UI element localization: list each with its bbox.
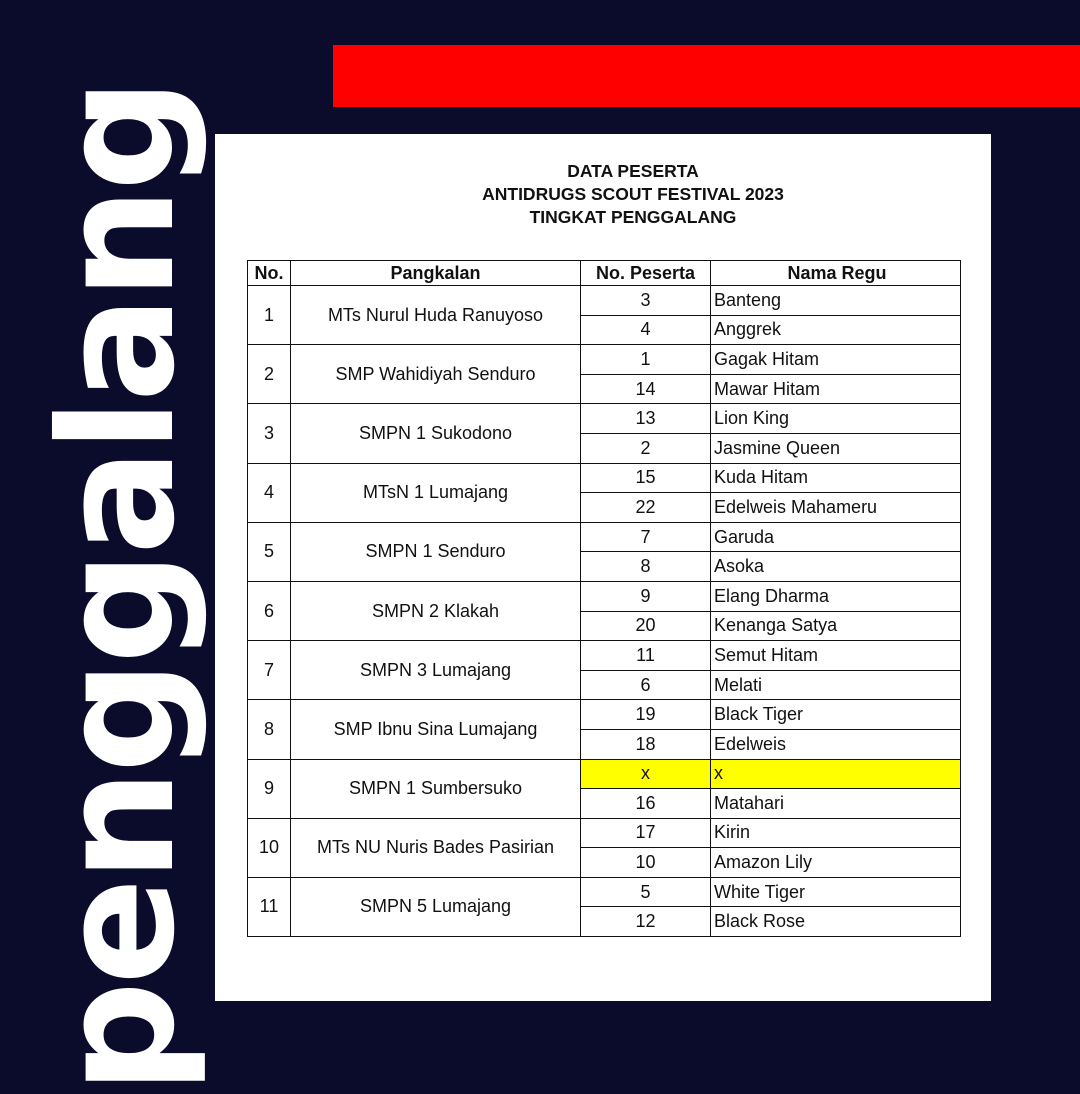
- participant-table: [247, 260, 961, 937]
- cell-no-peserta: 5: [581, 877, 711, 907]
- cell-no-peserta: x: [581, 759, 711, 789]
- side-category-label: penggalang: [26, 82, 210, 1094]
- cell-no: 10: [248, 818, 291, 877]
- cell-pangkalan: SMPN 5 Lumajang: [291, 877, 581, 936]
- cell-no: 9: [248, 759, 291, 818]
- cell-no: 1: [248, 286, 291, 345]
- cell-nama-regu: Kirin: [711, 818, 961, 848]
- cell-no-peserta: 16: [581, 789, 711, 819]
- cell-no-peserta: 22: [581, 493, 711, 523]
- cell-nama-regu: Kuda Hitam: [711, 463, 961, 493]
- cell-pangkalan: SMPN 1 Senduro: [291, 522, 581, 581]
- table-body: [248, 286, 961, 937]
- cell-nama-regu: Black Rose: [711, 907, 961, 937]
- table-row: [248, 759, 961, 789]
- cell-nama-regu: Garuda: [711, 522, 961, 552]
- cell-no: 8: [248, 700, 291, 759]
- table-header-row: [248, 261, 961, 286]
- cell-nama-regu: Matahari: [711, 789, 961, 819]
- cell-no-peserta: 13: [581, 404, 711, 434]
- cell-no-peserta: 7: [581, 522, 711, 552]
- cell-no-peserta: 1: [581, 345, 711, 375]
- cell-no-peserta: 6: [581, 670, 711, 700]
- table-row: [248, 404, 961, 434]
- cell-nama-regu: Amazon Lily: [711, 848, 961, 878]
- cell-nama-regu: Melati: [711, 670, 961, 700]
- cell-no-peserta: 4: [581, 315, 711, 345]
- cell-no: 2: [248, 345, 291, 404]
- header-no-peserta: No. Peserta: [581, 261, 711, 286]
- table-row: [248, 522, 961, 552]
- cell-nama-regu: Jasmine Queen: [711, 433, 961, 463]
- table-row: [248, 700, 961, 730]
- cell-no: 5: [248, 522, 291, 581]
- cell-nama-regu: Lion King: [711, 404, 961, 434]
- header-pangkalan: Pangkalan: [291, 261, 581, 286]
- cell-no: 11: [248, 877, 291, 936]
- cell-nama-regu: Black Tiger: [711, 700, 961, 730]
- table-row: [248, 877, 961, 907]
- title-line-3: TINGKAT PENGGALANG: [529, 207, 737, 227]
- cell-nama-regu: Anggrek: [711, 315, 961, 345]
- table-row: [248, 581, 961, 611]
- table-row: [248, 345, 961, 375]
- title-line-1: DATA PESERTA: [567, 161, 699, 181]
- cell-no-peserta: 15: [581, 463, 711, 493]
- cell-no-peserta: 10: [581, 848, 711, 878]
- accent-red-bar: [333, 45, 1080, 107]
- cell-nama-regu: Edelweis Mahameru: [711, 493, 961, 523]
- participant-card: [215, 134, 991, 1001]
- cell-nama-regu: Semut Hitam: [711, 641, 961, 671]
- cell-pangkalan: MTs Nurul Huda Ranuyoso: [291, 286, 581, 345]
- cell-no-peserta: 12: [581, 907, 711, 937]
- table-row: [248, 286, 961, 316]
- cell-no-peserta: 3: [581, 286, 711, 316]
- cell-pangkalan: SMP Wahidiyah Senduro: [291, 345, 581, 404]
- cell-no: 7: [248, 641, 291, 700]
- cell-pangkalan: SMPN 3 Lumajang: [291, 641, 581, 700]
- cell-nama-regu: Mawar Hitam: [711, 374, 961, 404]
- cell-no: 6: [248, 581, 291, 640]
- cell-no-peserta: 2: [581, 433, 711, 463]
- title-line-2: ANTIDRUGS SCOUT FESTIVAL 2023: [482, 184, 784, 204]
- cell-pangkalan: MTsN 1 Lumajang: [291, 463, 581, 522]
- cell-nama-regu: Banteng: [711, 286, 961, 316]
- cell-no-peserta: 14: [581, 374, 711, 404]
- cell-pangkalan: SMPN 1 Sukodono: [291, 404, 581, 463]
- cell-nama-regu: Edelweis: [711, 729, 961, 759]
- cell-no: 3: [248, 404, 291, 463]
- cell-pangkalan: SMP Ibnu Sina Lumajang: [291, 700, 581, 759]
- document-title: [215, 160, 1051, 229]
- cell-no: 4: [248, 463, 291, 522]
- cell-no-peserta: 11: [581, 641, 711, 671]
- header-no: No.: [248, 261, 291, 286]
- cell-nama-regu: Asoka: [711, 552, 961, 582]
- cell-no-peserta: 20: [581, 611, 711, 641]
- cell-nama-regu: Elang Dharma: [711, 581, 961, 611]
- cell-nama-regu: White Tiger: [711, 877, 961, 907]
- cell-pangkalan: SMPN 2 Klakah: [291, 581, 581, 640]
- cell-pangkalan: SMPN 1 Sumbersuko: [291, 759, 581, 818]
- cell-nama-regu: Kenanga Satya: [711, 611, 961, 641]
- cell-no-peserta: 17: [581, 818, 711, 848]
- cell-nama-regu: Gagak Hitam: [711, 345, 961, 375]
- cell-pangkalan: MTs NU Nuris Bades Pasirian: [291, 818, 581, 877]
- table-row: [248, 818, 961, 848]
- table-row: [248, 641, 961, 671]
- cell-nama-regu: x: [711, 759, 961, 789]
- table-row: [248, 463, 961, 493]
- header-nama-regu: Nama Regu: [711, 261, 961, 286]
- cell-no-peserta: 8: [581, 552, 711, 582]
- cell-no-peserta: 9: [581, 581, 711, 611]
- cell-no-peserta: 18: [581, 729, 711, 759]
- cell-no-peserta: 19: [581, 700, 711, 730]
